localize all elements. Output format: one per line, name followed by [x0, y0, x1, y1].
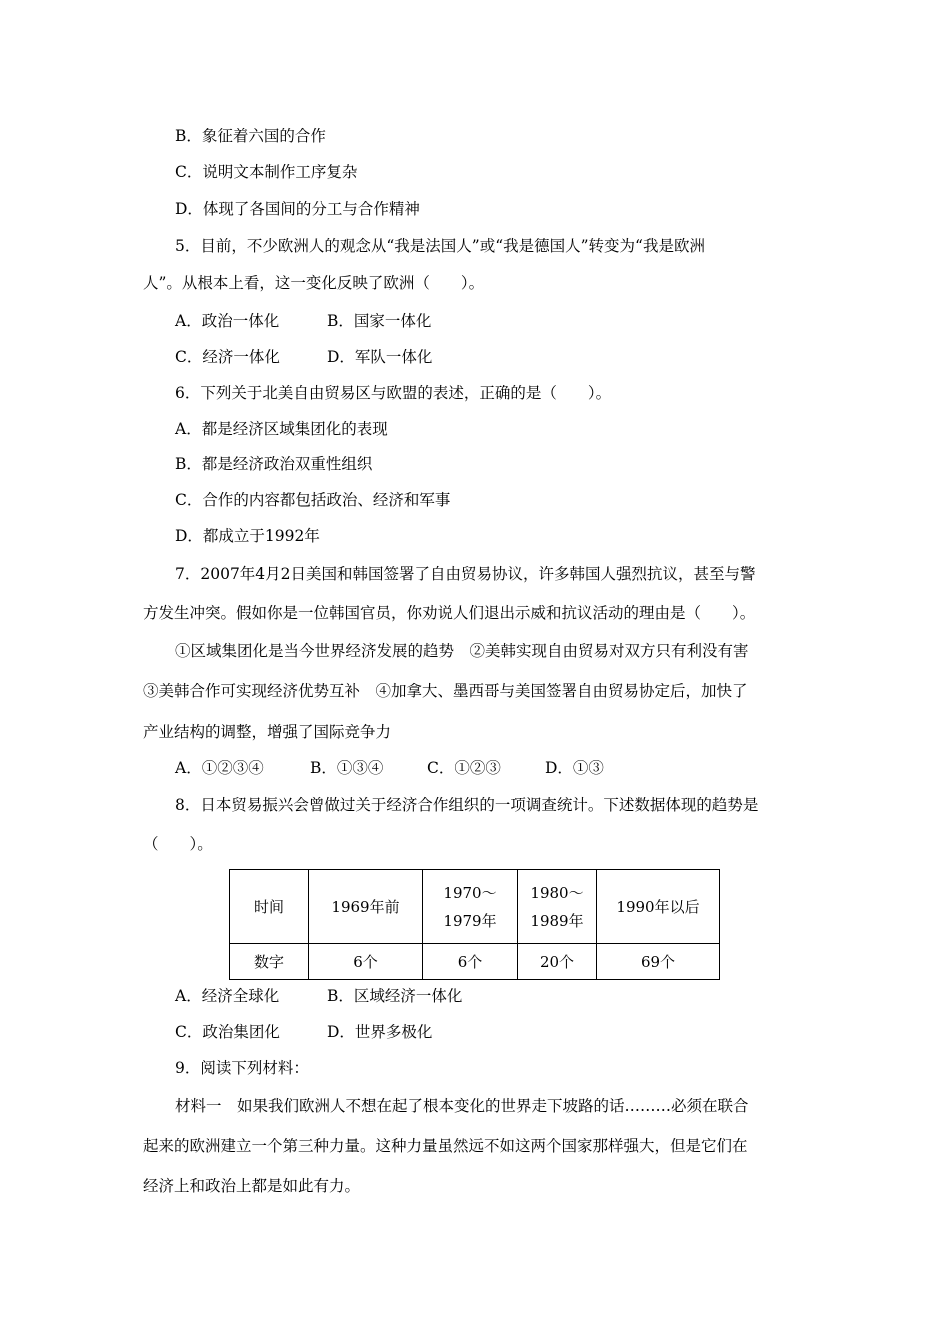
q5-options-row1	[175, 311, 431, 331]
q7-stem-line1: 7．2007年4月2日美国和韩国签署了自由贸易协议，许多韩国人强烈抗议，甚至与警	[175, 565, 756, 583]
q7-options-row	[175, 758, 604, 778]
q8-statistics-table	[229, 869, 720, 980]
q6-option-d: D．都成立于1992年	[175, 527, 320, 545]
q6-stem: 6．下列关于北美自由贸易区与欧盟的表述，正确的是（ ）。	[175, 384, 612, 402]
q7-items-line3: 产业结构的调整，增强了国际竞争力	[143, 723, 392, 741]
q8-options-row2	[175, 1022, 432, 1042]
table-header-cell: 时间	[230, 870, 309, 944]
q6-option-b: B．都是经济政治双重性组织	[175, 455, 373, 473]
table-header-cell-line: 1989年	[530, 911, 584, 930]
q5-option-c: C．经济一体化	[175, 348, 280, 366]
q8-stem-line1: 8．日本贸易振兴会曾做过关于经济合作组织的一项调查统计。下述数据体现的趋势是	[175, 796, 759, 814]
table-header-cell	[518, 870, 597, 944]
q7-stem-line2: 方发生冲突。假如你是一位韩国官员，你劝说人们退出示威和抗议活动的理由是（ ）。	[143, 604, 756, 622]
table-header-cell: 1990年以后	[597, 870, 720, 944]
q9-material1-line2: 起来的欧洲建立一个第三种力量。这种力量虽然远不如这两个国家那样强大，但是它们在	[143, 1137, 748, 1155]
q7-items-line1: ①区域集团化是当今世界经济发展的趋势 ②美韩实现自由贸易对双方只有利没有害	[175, 642, 749, 660]
q8-option-c: C．政治集团化	[175, 1023, 280, 1041]
q5-option-b: B．国家一体化	[327, 312, 432, 330]
q7-items-line2: ③美韩合作可实现经济优势互补 ④加拿大、墨西哥与美国签署自由贸易协定后，加快了	[143, 682, 748, 700]
q8-options-row1	[175, 986, 462, 1006]
table-header-row	[230, 870, 720, 944]
q5-option-d: D．军队一体化	[327, 348, 433, 366]
table-cell: 6个	[309, 944, 423, 980]
q9-material1-line3: 经济上和政治上都是如此有力。	[143, 1177, 361, 1195]
q4-option-c: C．说明文本制作工序复杂	[175, 163, 358, 181]
q6-option-a: A．都是经济区域集团化的表现	[175, 420, 388, 438]
q6-option-c: C．合作的内容都包括政治、经济和军事	[175, 491, 451, 509]
q8-option-d: D．世界多极化	[327, 1023, 433, 1041]
q9-material1-line1: 材料一 如果我们欧洲人不想在起了根本变化的世界走下坡路的话………必须在联合	[175, 1097, 749, 1115]
q7-option-b: B．①③④	[310, 759, 384, 777]
table-header-cell: 1969年前	[309, 870, 423, 944]
q7-option-c: C．①②③	[427, 759, 501, 777]
q9-stem: 9．阅读下列材料：	[175, 1059, 309, 1077]
q5-options-row2	[175, 347, 432, 367]
table-cell: 69个	[597, 944, 720, 980]
q8-option-a: A．经济全球化	[175, 987, 280, 1005]
q4-option-b: B．象征着六国的合作	[175, 127, 326, 145]
q5-option-a: A．政治一体化	[175, 312, 280, 330]
q5-stem-line2: 人”。从根本上看，这一变化反映了欧洲（ ）。	[143, 274, 485, 292]
q7-option-d: D．①③	[545, 759, 604, 777]
q4-option-d: D．体现了各国间的分工与合作精神	[175, 200, 420, 218]
q7-option-a: A．①②③④	[175, 759, 264, 777]
q5-stem-line1: 5．目前，不少欧洲人的观念从“我是法国人”或“我是德国人”转变为“我是欧洲	[175, 237, 705, 255]
table-cell: 20个	[518, 944, 597, 980]
table-row-label: 数字	[230, 944, 309, 980]
table-header-cell-line: 1970～	[443, 883, 497, 902]
table-header-cell	[423, 870, 518, 944]
q8-stem-line2: （ ）。	[143, 835, 213, 853]
table-row	[230, 944, 720, 980]
table-cell: 6个	[423, 944, 518, 980]
table-header-cell-line: 1979年	[443, 911, 497, 930]
table-header-cell-line: 1980～	[530, 883, 584, 902]
q8-option-b: B．区域经济一体化	[327, 987, 463, 1005]
